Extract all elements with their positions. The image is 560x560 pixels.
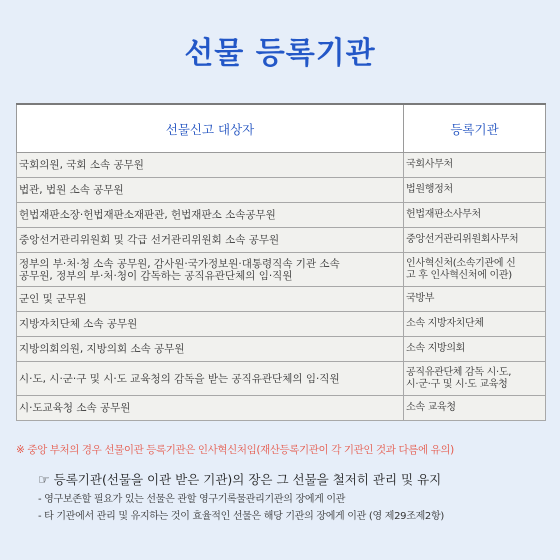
subject-cell: 국회의원, 국회 소속 공무원: [17, 153, 404, 178]
header-agency: 등록기관: [404, 104, 546, 153]
table-row: [17, 287, 546, 312]
agency-cell: 헌법재판소사무처: [404, 203, 546, 228]
table-row: [17, 312, 546, 337]
table-row: [17, 228, 546, 253]
subject-cell: 헌법재판소장·헌법재판소재판관, 헌법재판소 소속공무원: [17, 203, 404, 228]
agency-cell: 국회사무처: [404, 153, 546, 178]
table-row: [17, 253, 546, 287]
agency-cell: 중앙선거관리위원회사무처: [404, 228, 546, 253]
main-point: [38, 470, 441, 488]
subject-cell: 법관, 법원 소속 공무원: [17, 178, 404, 203]
agency-cell: 소속 교육청: [404, 396, 546, 421]
subject-cell: 중앙선거관리위원회 및 각급 선거관리위원회 소속 공무원: [17, 228, 404, 253]
agency-cell: 소속 지방의회: [404, 337, 546, 362]
table-row: [17, 153, 546, 178]
subject-cell: 시·도, 시·군·구 및 시·도 교육청의 감독을 받는 공직유관단체의 임·직원: [17, 362, 404, 396]
registration-table: [16, 103, 546, 421]
agency-cell: 공직유관단체 감독 시·도, 시·군·구 및 시·도 교육청: [404, 362, 546, 396]
table-row: [17, 362, 546, 396]
subject-cell: 군인 및 군무원: [17, 287, 404, 312]
table-row: [17, 203, 546, 228]
table-row: [17, 337, 546, 362]
pointing-hand-icon: ☞: [38, 473, 50, 488]
header-subject: 선물신고 대상자: [17, 104, 404, 153]
subject-cell: 정부의 부·처·청 소속 공무원, 감사원·국가정보원·대통령직속 기관 소속 공무원, 정부의 부·처·청이 감독하는 공직유관단체의 임·직원: [17, 253, 404, 287]
subject-cell: 지방의회의원, 지방의회 소속 공무원: [17, 337, 404, 362]
subject-cell: 지방자치단체 소속 공무원: [17, 312, 404, 337]
subject-cell: 시·도교육청 소속 공무원: [17, 396, 404, 421]
table-row: [17, 178, 546, 203]
sub-point-permanent: - 영구보존할 필요가 있는 선물은 관할 영구기록물관리기관의 장에게 이관: [38, 494, 346, 505]
agency-cell: 인사혁신처(소속기관에 신 고 후 인사혁신처에 이관): [404, 253, 546, 287]
agency-cell: 국방부: [404, 287, 546, 312]
table-header-row: [17, 104, 546, 153]
sub-point-transfer: - 타 기관에서 관리 및 유지하는 것이 효율적인 선물은 해당 기관의 장에게 이관 (영 제29조제2항): [38, 511, 444, 522]
page-title: 선물 등록기관: [184, 36, 376, 71]
agency-cell: 소속 지방자치단체: [404, 312, 546, 337]
note-text: ※ 중앙 부처의 경우 선물이관 등록기관은 인사혁신처임(재산등록기관이 각 기관인 것과 다름에 유의): [16, 444, 454, 456]
agency-cell: 법원행정처: [404, 178, 546, 203]
main-point-text: 등록기관(선물을 이관 받은 기관)의 장은 그 선물을 철저히 관리 및 유지: [53, 472, 442, 487]
table-row: [17, 396, 546, 421]
